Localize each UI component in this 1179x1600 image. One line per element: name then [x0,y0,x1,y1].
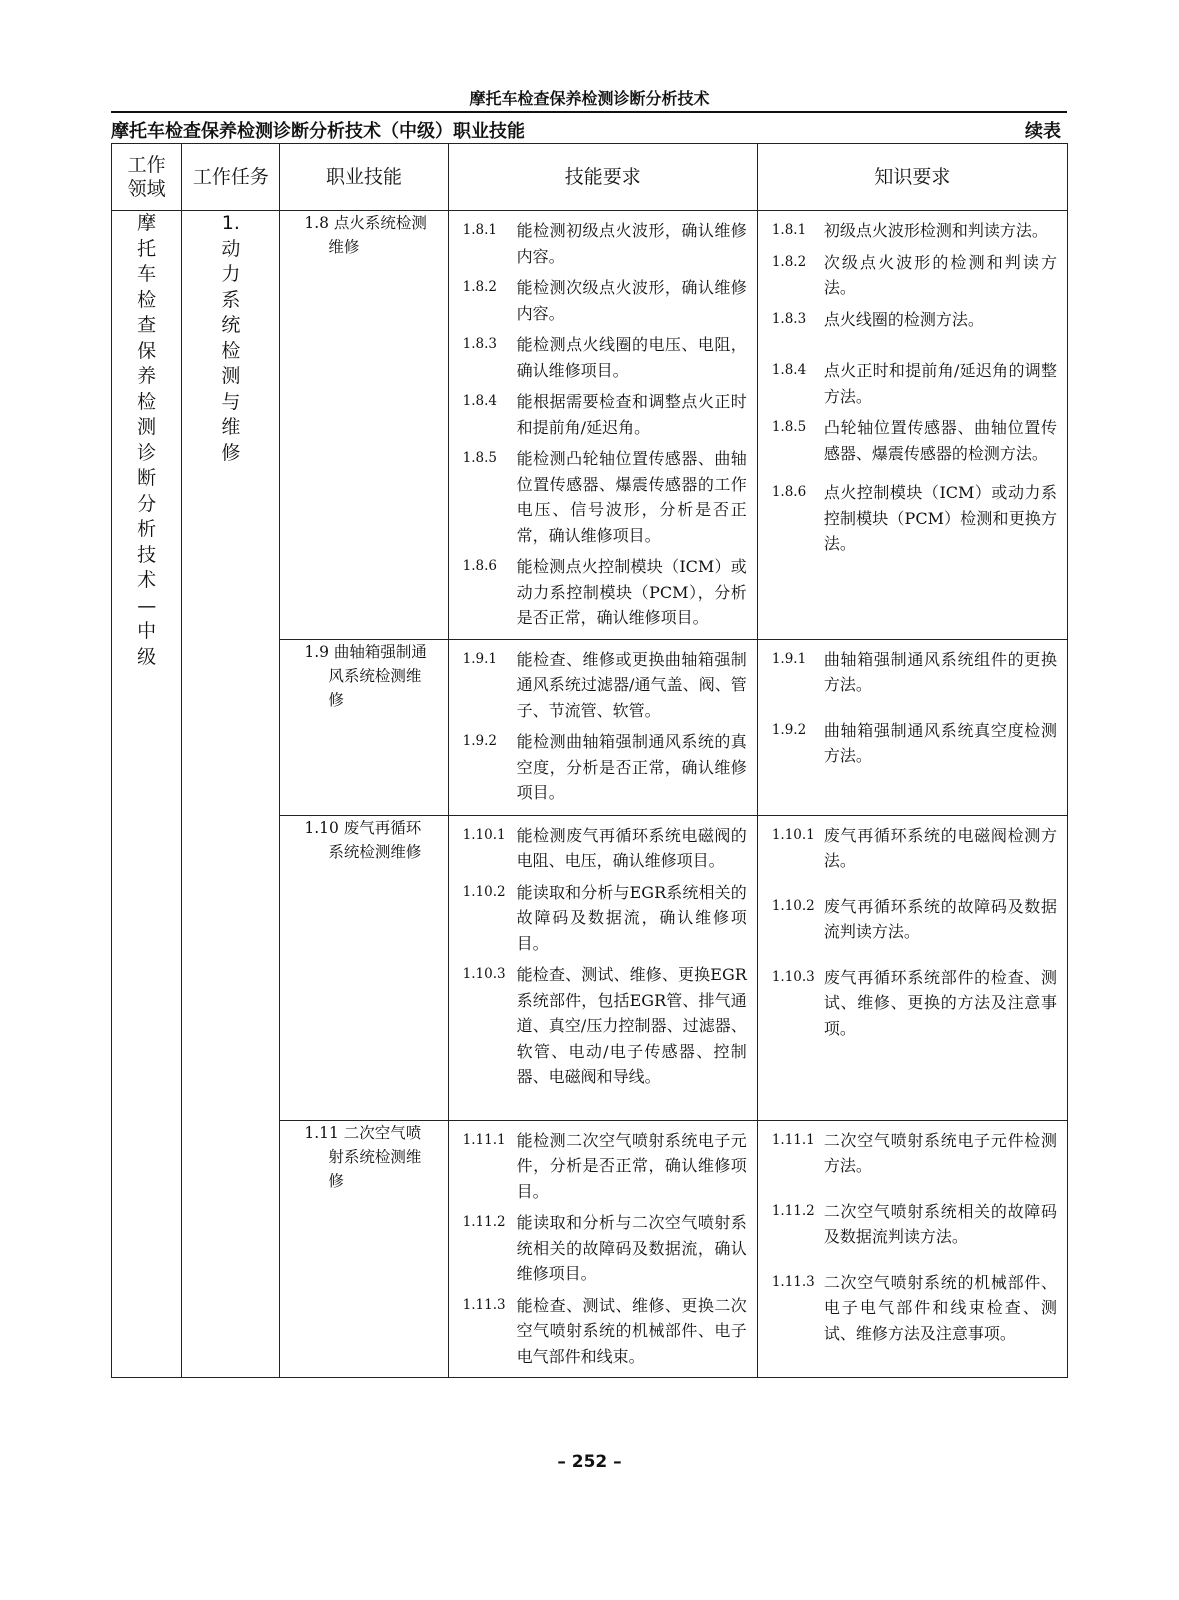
item-text: 废气再循环系统的故障码及数据流判读方法。 [823,896,1057,941]
list-item [463,218,747,269]
list-item [463,446,747,548]
list-item [463,275,747,326]
table-header-row [112,144,1068,211]
item-text: 点火线圈的检测方法。 [823,309,984,329]
requirements-cell [448,1120,757,1378]
skill-label: 1.9 曲轴箱强制通风系统检测维修 [304,642,427,709]
work-task-text: 1.动力系统检测与维修 [221,212,241,464]
item-number: 1.9.1 [771,650,807,667]
item-number: 1.10.2 [771,897,815,914]
item-text: 二次空气喷射系统的机械部件、电子电气部件和线束检查、测试、维修方法及注意事项。 [823,1272,1057,1343]
item-text: 凸轮轴位置传感器、曲轴位置传感器、爆震传感器的检测方法。 [823,418,1057,463]
work-area-text: 摩托车检查保养检测诊断分析技术—中级 [137,212,157,668]
list-item [772,1199,1057,1250]
skill-cell [280,1120,448,1378]
table-title: 摩托车检查保养检测诊断分析技术（中级）职业技能 [111,121,525,142]
item-number: 1.10.1 [462,826,506,843]
item-number: 1.9.2 [771,721,807,738]
list-item [772,250,1057,301]
list-item [772,718,1057,769]
list-item [772,647,1057,698]
list-item [772,415,1057,466]
list-item [463,389,747,440]
item-number: 1.11.1 [462,1131,506,1148]
knowledge-cell [757,211,1067,640]
item-number: 1.8.1 [771,222,807,238]
item-text: 能检测初级点火波形，确认维修内容。 [516,221,747,266]
item-number: 1.11.3 [462,1296,506,1313]
table-title-bar [111,117,1067,143]
item-number: 1.10.3 [771,968,815,985]
item-text: 废气再循环系统的电磁阀检测方法。 [823,825,1057,870]
item-number: 1.9.2 [462,733,498,749]
requirements-cell [448,211,757,640]
item-text: 能检查、维修或更换曲轴箱强制通风系统过滤器/通气盖、阀、管子、节流管、软管。 [516,649,747,720]
list-item [772,823,1057,874]
item-number: 1.8.6 [462,558,498,574]
item-number: 1.8.3 [771,310,807,327]
work-area-cell [112,211,182,1378]
item-text: 二次空气喷射系统相关的故障码及数据流判读方法。 [823,1201,1057,1246]
list-item [772,218,1057,244]
list-item [463,880,747,957]
item-text: 能检测点火线圈的电压、电阻，确认维修项目。 [516,335,747,380]
item-text: 初级点火波形检测和判读方法。 [823,221,1048,240]
item-text: 能检测二次空气喷射系统电子元件，分析是否正常，确认维修项目。 [516,1130,747,1201]
item-number: 1.8.6 [771,484,807,500]
header-work-task: 工作任务 [182,144,280,211]
list-item [772,894,1057,945]
requirements-cell [448,639,757,815]
list-item [463,823,747,874]
continued-label: 续表 [1025,121,1061,142]
item-text: 能检测凸轮轴位置传感器、曲轴位置传感器、爆震传感器的工作电压、信号波形，分析是否正常，确认维修项目。 [516,449,747,545]
item-text: 能根据需要检查和调整点火正时和提前角/延迟角。 [516,392,747,437]
item-number: 1.11.2 [771,1202,815,1219]
item-number: 1.8.2 [771,253,807,270]
item-text: 点火控制模块（ICM）或动力系控制模块（PCM）检测和更换方法。 [823,483,1057,553]
header-work-area: 工作领域 [112,144,182,211]
item-number: 1.11.2 [462,1214,506,1230]
list-item [772,1270,1057,1347]
item-text: 能检测点火控制模块（ICM）或动力系控制模块（PCM），分析是否正常，确认维修项目。 [516,557,747,627]
list-item [463,1210,747,1287]
item-text: 二次空气喷射系统电子元件检测方法。 [823,1130,1057,1175]
list-item [463,332,747,383]
item-number: 1.8.4 [771,362,807,378]
list-item [463,647,747,724]
running-header: 摩托车检查保养检测诊断分析技术 [469,89,710,108]
list-item [463,1293,747,1370]
page-number: – 252 – [557,1452,622,1472]
list-item [772,1128,1057,1179]
skill-cell [280,639,448,815]
item-text: 能读取和分析与EGR系统相关的故障码及数据流，确认维修项目。 [516,882,747,953]
knowledge-cell [757,1120,1067,1378]
list-item [772,965,1057,1042]
item-text: 能检测曲轴箱强制通风系统的真空度，分析是否正常，确认维修项目。 [516,732,747,802]
skill-label: 1.10 废气再循环系统检测维修 [304,818,422,861]
item-number: 1.8.1 [462,222,498,238]
list-item [463,1128,747,1205]
header-knowledge-requirements: 知识要求 [757,144,1067,211]
list-item [772,358,1057,409]
item-number: 1.11.3 [771,1273,815,1290]
item-number: 1.8.2 [462,279,498,295]
item-text: 曲轴箱强制通风系统真空度检测方法。 [823,720,1057,765]
skill-label: 1.11 二次空气喷射系统检测维修 [304,1123,422,1190]
requirements-cell [448,815,757,1120]
list-item [772,480,1057,557]
item-number: 1.8.4 [462,393,498,409]
header-skill-requirements: 技能要求 [448,144,757,211]
skill-label: 1.8 点火系统检测维修 [304,214,427,256]
item-text: 能检查、测试、维修、更换EGR系统部件，包括EGR管、排气通道、真空/压力控制器、过滤器、软管、电动/电子传感器、控制器、电磁阀和导线。 [516,965,747,1086]
item-number: 1.8.3 [462,336,498,352]
item-number: 1.9.1 [462,650,498,667]
skills-table [111,143,1068,1378]
item-text: 能读取和分析与二次空气喷射系统相关的故障码及数据流，确认维修项目。 [516,1213,747,1283]
item-text: 能检测废气再循环系统电磁阀的电阻、电压，确认维修项目。 [516,825,747,870]
item-text: 次级点火波形的检测和判读方法。 [823,252,1057,297]
item-text: 曲轴箱强制通风系统组件的更换方法。 [823,649,1057,694]
item-number: 1.8.5 [462,450,498,466]
work-task-cell [182,211,280,1378]
item-number: 1.10.2 [462,883,506,900]
knowledge-cell [757,815,1067,1120]
skill-cell [280,211,448,640]
knowledge-cell [757,639,1067,815]
item-text: 废气再循环系统部件的检查、测试、维修、更换的方法及注意事项。 [823,967,1057,1038]
header-skill: 职业技能 [280,144,448,211]
list-item [463,729,747,806]
item-number: 1.10.1 [771,826,815,843]
list-item [463,554,747,631]
skill-cell [280,815,448,1120]
table-row [112,211,1068,640]
list-item [772,307,1057,333]
item-number: 1.11.1 [771,1131,815,1148]
item-number: 1.8.5 [771,419,807,435]
item-text: 能检查、测试、维修、更换二次空气喷射系统的机械部件、电子电气部件和线束。 [516,1295,747,1366]
item-text: 能检测次级点火波形，确认维修内容。 [516,278,747,323]
item-number: 1.10.3 [462,966,506,982]
header-rule [111,111,1067,113]
item-text: 点火正时和提前角/延迟角的调整方法。 [823,361,1057,406]
list-item [463,962,747,1090]
